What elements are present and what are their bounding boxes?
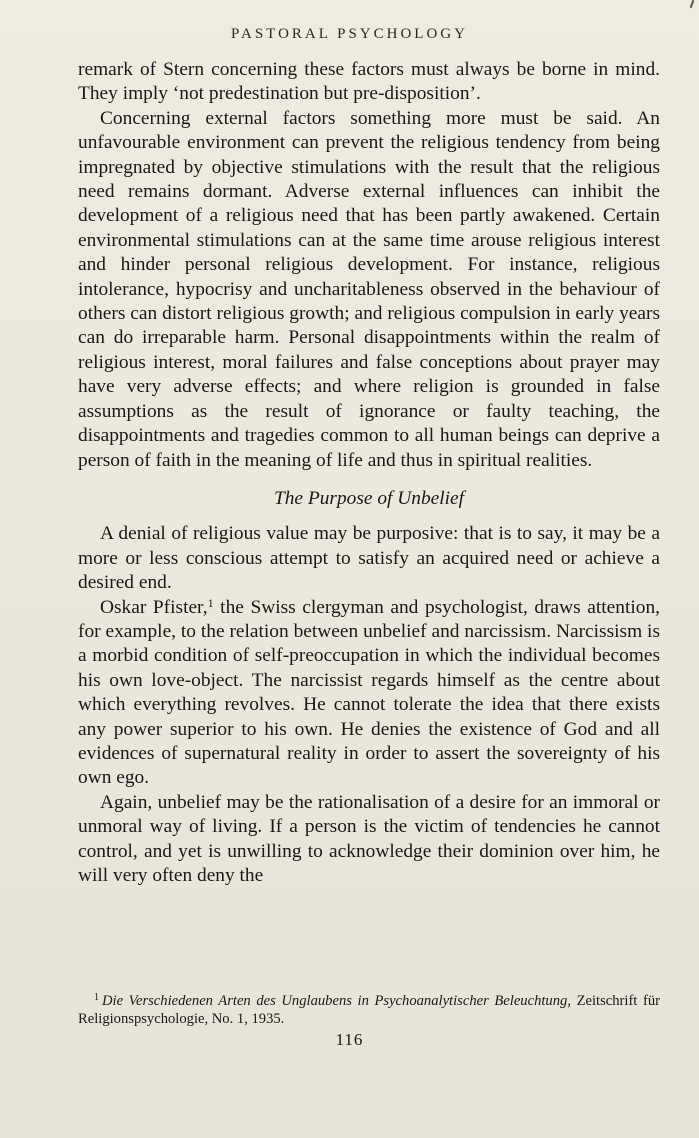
footnote-title: Die Verschiedenen Arten des Unglaubens in Psychoanalytischer Beleuchtung [102,993,568,1009]
running-head: PASTORAL PSYCHOLOGY [231,26,468,42]
page-number: 116 [335,1030,364,1049]
paragraph-external-factors: Concerning external factors something more must be said. An unfavourable environment can prevent the religious tendency from being impregnated by objective stimulations with the result that the religious need remains dormant. Adverse external influences can inhibit the development of a religious need that has been partly awakened. Certain environmental stimulations can at the same time arouse religious interest and hinder personal religious development. For instance, religious intolerance, hypocrisy and uncharitableness observed in the behaviour of others can distort religious growth; and religious compulsion in early years can do irreparable harm. Personal disappointments within the realm of religious interest, moral failures and false conceptions about prayer may have very adverse effects; and where religion is grounded in false assumptions as the result of ignorance or faulty teaching, the disappointments and tragedies common to all human beings can deprive a person of faith in the meaning of life and thus in spiritual realities. [78,107,660,471]
pfister-text: the Swiss clergyman and psychologist, draws attention, for example, to the relation between unbelief and narcissism. Narcissism is a morbid condition of self-preoccupation in which the individual becomes his own love-object. The narcissist regards himself as the centre about which everything revolves. He cannot tolerate the idea that there exists any power superior to his own. He denies the existence of God and all evidences of supernatural reality in order to assert the sovereignty of his own ego. [78,596,660,789]
body-text [78,58,660,888]
paragraph-pfister [78,596,660,791]
paragraph-denial: A denial of religious value may be purposive: that is to say, it may be a more or less conscious attempt to satisfy an acquired need or achieve a desired end. [78,523,660,594]
paragraph-rationalisation: Again, unbelief may be the rationalisation of a desire for an immoral or unmoral way of living. If a person is the victim of tendencies he cannot control, and yet is unwilling to acknowledge their dominion over him, he will very often deny the [78,791,660,886]
footnote-citation: , Zeitschrift für Religionspsychologie, No. 1, 1935. [78,993,660,1027]
footnote [78,992,660,1028]
footnote-reference: 1 [207,595,214,610]
footnote-marker: 1 [94,992,99,1003]
pfister-name: Oskar Pfister, [100,596,208,618]
section-heading: The Purpose of Unbelief [273,487,465,509]
page-edge-mark [690,0,695,8]
paragraph-continuation: remark of Stern concerning these factors must always be borne in mind. They imply ‘not predestination but pre-disposition’. [78,59,660,105]
